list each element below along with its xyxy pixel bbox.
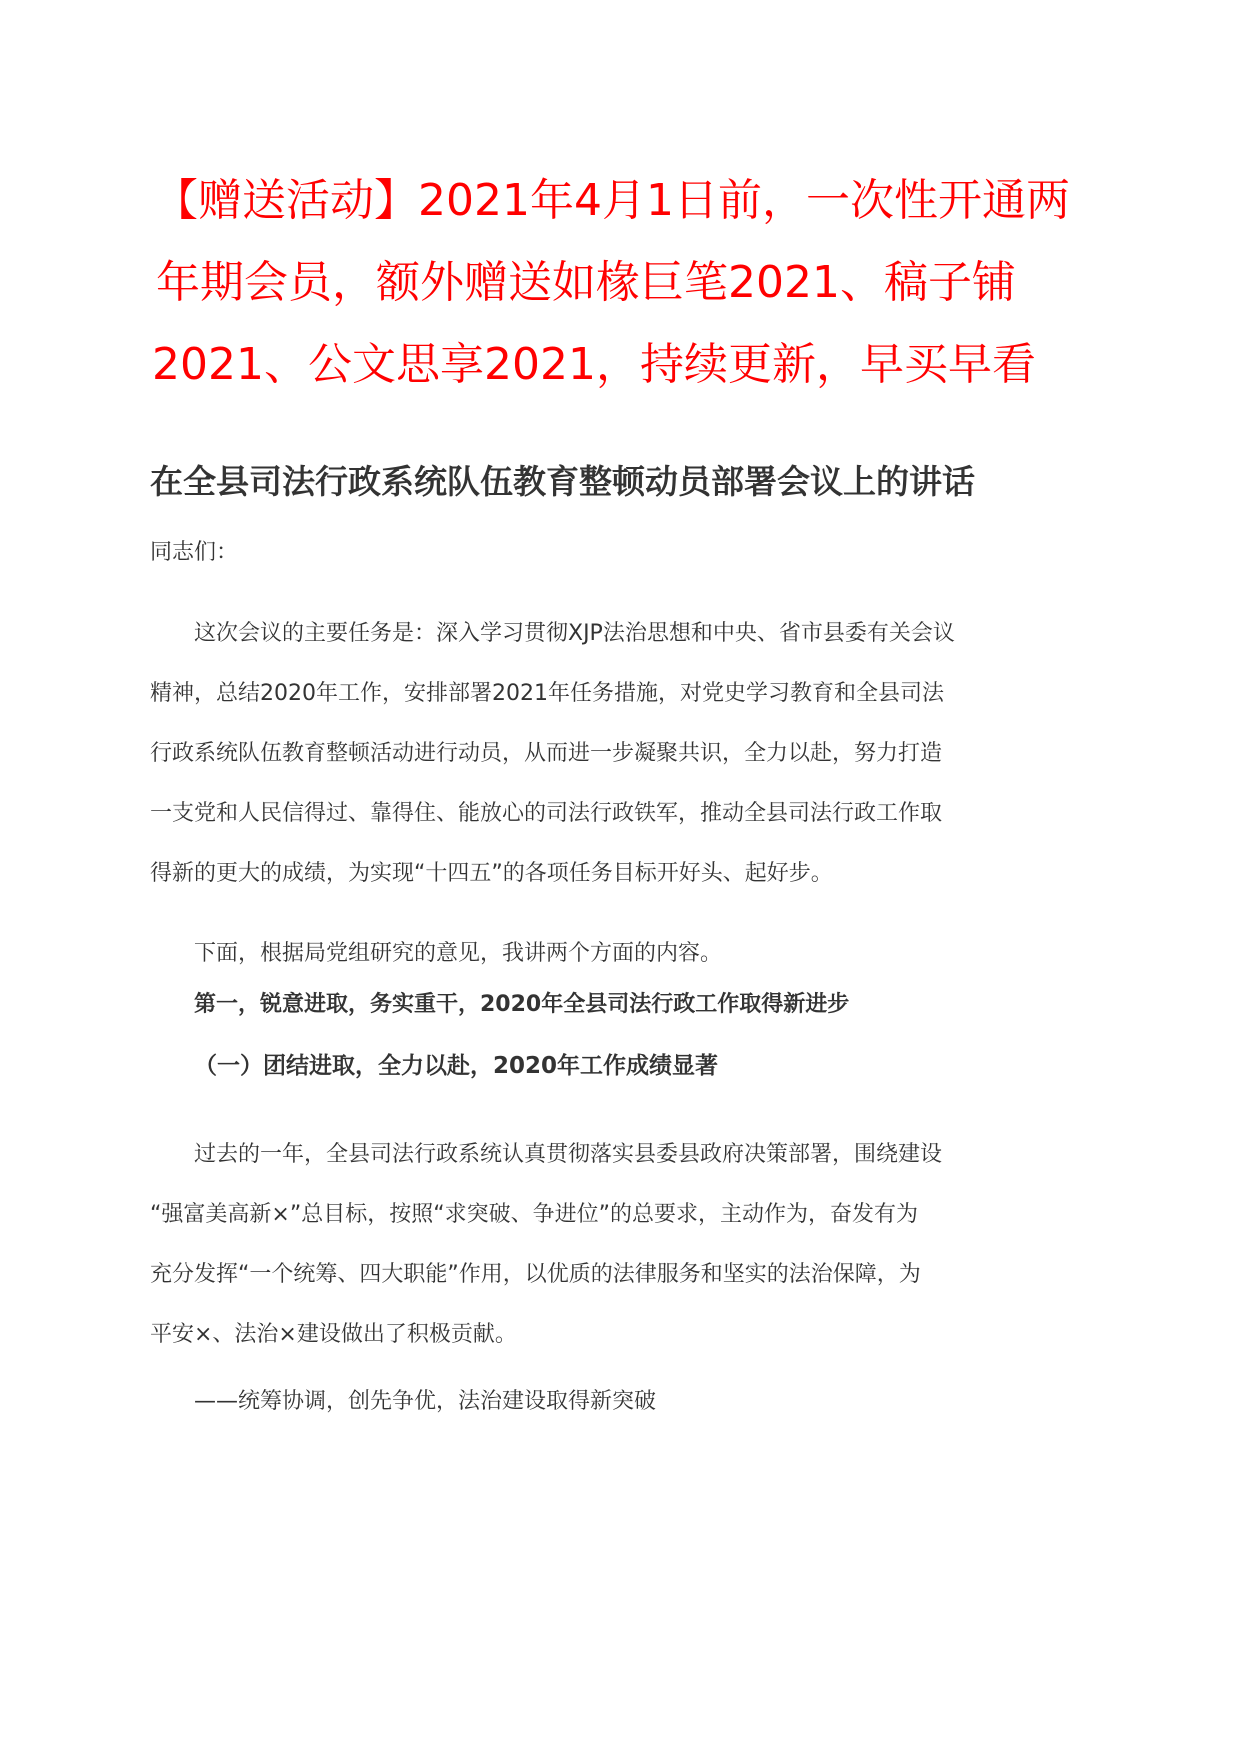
paragraph-1-line: 得新的更大的成绩，为实现“十四五”的各项任务目标开好头、起好步。 <box>150 861 833 886</box>
subsection-heading-1: （一）团结进取，全力以赴，2020年工作成绩显著 <box>194 1053 719 1079</box>
promo-line-3: 2021、公文思享2021，持续更新，早买早看 <box>152 339 1036 390</box>
paragraph-3-line: 充分发挥“一个统筹、四大职能”作用，以优质的法律服务和坚实的法治保障，为 <box>150 1262 921 1287</box>
section-heading-1: 第一，锐意进取，务实重干，2020年全县司法行政工作取得新进步 <box>194 992 850 1017</box>
document-title: 在全县司法行政系统队伍教育整顿动员部署会议上的讲话 <box>150 462 975 501</box>
paragraph-1-line: 精神，总结2020年工作，安排部署2021年任务措施，对党史学习教育和全县司法 <box>150 681 944 706</box>
paragraph-1-line: 一支党和人民信得过、靠得住、能放心的司法行政铁军，推动全县司法行政工作取 <box>150 801 943 826</box>
paragraph-3-line: 过去的一年，全县司法行政系统认真贯彻落实县委县政府决策部署，围绕建设 <box>194 1142 943 1167</box>
paragraph-1-line: 行政系统队伍教育整顿活动进行动员，从而进一步凝聚共识，全力以赴，努力打造 <box>150 741 943 766</box>
paragraph-3-line: 平安×、法治×建设做出了积极贡献。 <box>150 1322 517 1347</box>
paragraph-1 <box>150 604 1090 904</box>
promo-line-1: 【赠送活动】2021年4月1日前，一次性开通两 <box>154 175 1070 226</box>
paragraph-3-line: “强富美高新×”总目标，按照“求突破、争进位”的总要求，主动作为，奋发有为 <box>150 1202 919 1227</box>
paragraph-1-line: 这次会议的主要任务是：深入学习贯彻XJP法治思想和中央、省市县委有关会议 <box>194 621 955 646</box>
paragraph-2: 下面，根据局党组研究的意见，我讲两个方面的内容。 <box>194 941 723 966</box>
greeting: 同志们： <box>150 540 239 565</box>
paragraph-4: ——统筹协调，创先争优，法治建设取得新突破 <box>194 1389 657 1414</box>
promo-banner <box>150 160 1070 406</box>
paragraph-3 <box>150 1125 1090 1365</box>
promo-line-2: 年期会员，额外赠送如椽巨笔2021、稿子铺 <box>156 257 1016 308</box>
